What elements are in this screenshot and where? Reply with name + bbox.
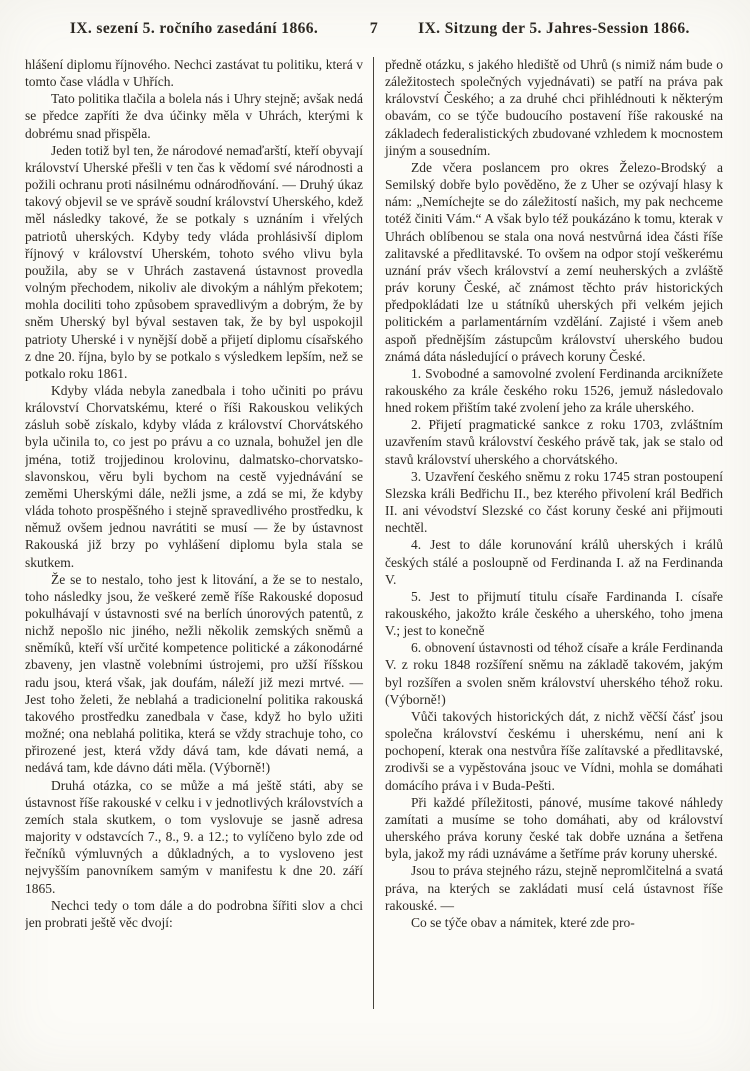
paragraph: Co se týče obav a námitek, které zde pro- — [411, 914, 635, 930]
page-number: 7 — [369, 20, 379, 37]
paragraph: Vůči takových historických dát, z nichž věčší čásť jsou společna království českému i uherskému, není ani k pochopení, kterak ona nestvůra říše zalítavské a předlitavské, zrodivši se a vypěstována jsouc ve Vídni, mohla se domáhati domácího práva i v Buda-Pešti. — [385, 708, 723, 793]
paragraph: Zde včera poslancem pro okres Železo-Brodský a Semilský dobře bylo pověděno, že z Uher se ozývají hlasy k nám: „Nemíchejte se do záležitostí našich, my pak nechceme totéž činiti Vám.“ A však bylo též poukázáno k tomu, kterak v Uhrách oblíbenou se stala ona nová nestvůrná idea části říše zalitavské a předlitavské. To ovšem na odpor stojí veškerému uznání práv všech království a zemí neuherských a zvláště práv koruny České, ač známost těchto práv historických předpokládati lze u státníků uherských při velkém jejich politickém a parlamentárním vzdělání. Zajisté i všem aneb aspoň přednějším zástupcům království uherského budou známá dáta následující o právech koruny České. — [385, 159, 723, 364]
paragraph: Jsou to práva stejného rázu, stejně nepromlčitelná a svatá práva, na kterých se zakládati musí celá ústavnost říše rakouské. — — [385, 863, 723, 913]
running-title-german: IX. Sitzung der 5. Jahres-Session 1866. — [418, 20, 690, 37]
paragraph: Že se to nestalo, toho jest k litování, a že se to nestalo, toho následky jsou, že veškeré země říše Rakouské doposud pokulhávají v ústavnosti své na berlích únorových patentů, z nichž nepošlo nic jiného, nežli několik zemských sněmů a sněmíků, kteří vší určité kompetence politické a zákonodárné zbaveny, jen vlastně volebními ústrojemi, pro užší říšskou radu jsou, která však, jak doufám, náleží již mezi mrtvé. — Jest toho želeti, že neblahá a tradicionelní politika rakouská takového prostředku zanedbala v čase, když ho bylo užiti možné; ona neblahá politika, která se vždy strachuje toho, co přirozené jest, která vždy dává tam, kde dávati nemá, a nedává tam, kde dávno dáti měla. (Výborně!) — [25, 571, 363, 776]
list-item-paragraph: 2. Přijetí pragmatické sankce z roku 1703, zvláštním uzavřením stavů království českého právě tak, jak se stalo od stavů království uherského a chorvátského. — [385, 417, 723, 467]
paragraph: Kdyby vláda nebyla zanedbala i toho učiniti po právu království Chorvatskému, které o říši Rakouskou velikých zásluh sobě získalo, kdyby vláda z království Chorvátského byla učinila to, co jest po právu a co uznala, bohužel jen dle jména, totiž trojjedinou krolovinu, dalmatsko-chorvatsko-slavonskou, věru byli bychom na cestě vyjednávání se zeměmi Uherskými dále, nežli jsme, a zdá se mi, že kdyby vláda tohoto prospěšného i stejně spravedlivého prostředku, k němuž ovšem jednou navrátiti se musí — že by ústavnost Rakouská již brzy po vyhlášení diplomu byla stala se skutkem. — [25, 382, 363, 570]
paragraph: Tato politika tlačila a bolela nás i Uhry stejně; avšak nedá se předce zapříti že dva účinky měla v Uhrách, kterými k dobrému snad přispěla. — [25, 91, 363, 141]
running-title-czech: IX. sezení 5. ročního zasedání 1866. — [69, 20, 319, 37]
paragraph: Nechci tedy o tom dále a do podrobna šířiti slov a chci jen probrati ještě věc dvojí: — [25, 897, 363, 930]
list-item-paragraph: 1. Svobodné a samovolné zvolení Ferdinanda arciknížete rakouského za krále českého roku 1526, jemuž následovalo hned rokem přištím také zvolení jeho za krále uherského. — [385, 365, 723, 416]
list-item-paragraph: 5. Jest to přijmutí titulu císaře Fardinanda I. císaře rakouského, jakožto krále českého a uherského, toho jmena V.; jest to konečně — [385, 588, 723, 639]
left-column — [25, 56, 363, 1014]
paragraph: Druhá otázka, co se může a má ještě státi, aby se ústavnost říše rakouské v celku i v jednotlivých královstvích a zemích stala skutkem, o tom vyslovuje se jasně adresa majority v odstavcích 7., 8., 9. a 12.; to vylíčeno bylo zde od řečníků výmluvných a důkladných, a to vysloveno jest nejvyšším panovníkem samým v manifestu k dne 20. září 1865. — [25, 777, 363, 896]
paragraph: Jeden totiž byl ten, že národové nemaďarští, kteří obyvají království Uherské přešli v ten čas k vědomí své národnosti a požili ochranu proti násilnému odnárodňování. — Druhý úkaz takový objevil se ve správě soudní království Uherského, kdež měl následky takové, že se potkaly s uznáním i vřelých patriotů uherských. Kdyby tedy vláda prohlásivší diplom říjnový v království Uherském, tohoto svého vlivu byla použila, aby se v Uhrách zastavená ústavnost provedla volným přechodem, nikoliv ale divokým a náhlým překotem; mohla dociliti toho způsobem spravedlivým a dobrým, že by sněm Uherský byl býval sestaven tak, že by byl uspokojil patrioty Uherské i v nynější době a přijetí diplomu císařského z dne 20. října, bylo by se potkalo s výsledkem lepším, než se potkalo roku 1861. — [25, 142, 363, 381]
column-divider-rule — [373, 57, 374, 1009]
list-item-paragraph: 3. Uzavření českého sněmu z roku 1745 stran postoupení Slezska králi Bedřichu II., bez kterého přivolení král Bedřich II. ani vévodství Slezské co část koruny české ani přijmouti nechtěl. — [385, 468, 723, 536]
running-header — [25, 20, 723, 38]
paragraph: Při každé příležitosti, pánové, musíme takové náhledy zamítati a musíme se toho domáhati, aby od království uherského práva koruny české tak dobře uznána a šetřena byla, jakož my rádi uznáváme a šetříme práv koruny uherské. — [385, 794, 723, 862]
list-item-paragraph: 6. obnovení ústavnosti od téhož císaře a krále Ferdinanda V. z roku 1848 rozšíření sněmu na základě takovém, jakým byl rozšířen a svolen sněm království uherského téhož roku. (Výborně!) — [385, 640, 723, 707]
right-column — [385, 56, 723, 1014]
list-item-paragraph: 4. Jest to dále korunování králů uherských i králů českých stálé a posloupně od Ferdinanda I. až na Ferdinanda V. — [385, 537, 723, 587]
paragraph: hlášení diplomu říjnového. Nechci zastávat tu politiku, která v tomto čase vládla v Uhřích. — [25, 57, 363, 90]
page-body — [25, 56, 723, 1014]
paragraph: předně otázku, s jakého hlediště od Uhrů (s nimiž nám bude o záležitostech společných vyjednávati) se patří na práva pak království Českého; a za druhé chci přihlédnouti k některým obavám, co se týče budoucího postavení říše rakouské na základech federalistických zbudované vzhledem k mocnostem jiným a sousedním. — [385, 57, 723, 158]
